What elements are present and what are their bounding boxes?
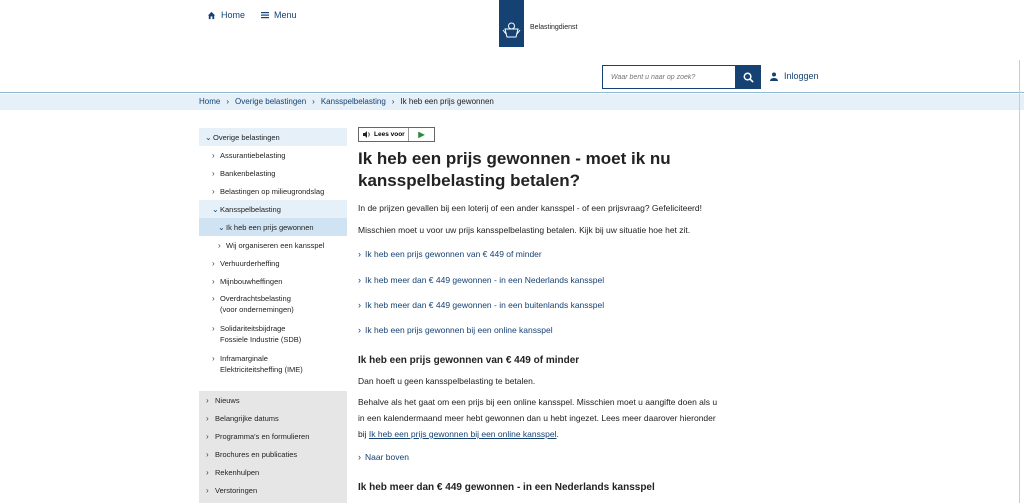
login-label: Inloggen [784, 71, 819, 81]
breadcrumb-home[interactable]: Home [199, 97, 221, 106]
lees-voor-label-wrap [359, 128, 409, 141]
nav-menu[interactable] [261, 10, 297, 20]
sidebar-item-label: Ik heb een prijs gewonnen [226, 222, 314, 232]
chevron-right-icon: › [358, 249, 361, 259]
sidebar-item-label: Belangrijke datums [215, 413, 279, 423]
sidebar-item-rekenhulpen[interactable] [199, 463, 347, 481]
intro-paragraph-1: In de prijzen gevallen bij een loterij of een ander kansspel - of een prijsvraag? Gefeliciteerd! [358, 203, 702, 213]
nav-menu-label: Menu [274, 10, 297, 20]
chevron-right-icon: › [212, 276, 215, 286]
sidebar-item-kansspel[interactable] [199, 200, 347, 218]
login-link[interactable] [770, 71, 819, 81]
sidebar-item-label: Mijnbouwheffingen [220, 276, 283, 286]
chevron-right-icon: › [358, 300, 361, 310]
user-icon [770, 72, 778, 81]
sidebar-item-prijs-gewonnen[interactable] [199, 218, 347, 236]
sidebar-item-label: Belastingen op milieugrondslag [220, 186, 325, 196]
page-title: Ik heb een prijs gewonnen - moet ik nu kansspelbelasting betalen? [358, 149, 671, 190]
lees-voor-label: Lees voor [374, 131, 405, 138]
sidebar-item-label: Verhuurderheffing [220, 258, 280, 268]
chevron-right-icon: › [206, 431, 209, 441]
section1-paragraph-2: Behalve als het gaat om een prijs bij een online kansspel. Misschien moet u aangifte doen als u in een kalendermaand meer hebt gewonnen dan u hebt ingezet. Lees meer daarover hieronder bij Ik heb een prijs gewonnen bij een online kansspel. [358, 397, 718, 439]
breadcrumb-overige[interactable]: Overige belastingen [235, 97, 307, 106]
sidebar-item-nieuws[interactable] [199, 391, 347, 409]
breadcrumb [199, 97, 494, 106]
sidebar-item-label: Overige belastingen [213, 132, 280, 142]
sidebar-item-datums[interactable] [199, 409, 347, 427]
scrollbar[interactable] [1019, 60, 1020, 503]
sidebar-item-brochures[interactable] [199, 445, 347, 463]
sidebar-item-label: Brochures en publicaties [215, 449, 298, 459]
chevron-right-icon: › [218, 240, 221, 250]
chevron-down-icon: ⌄ [205, 132, 212, 142]
anchor-link-label: Ik heb meer dan € 449 gewonnen - in een Nederlands kansspel [365, 275, 605, 285]
chevron-down-icon: ⌄ [218, 222, 225, 232]
sidebar-item-label: Solidariteitsbijdrage Fossiele Industrie (SDB) [220, 324, 302, 344]
chevron-down-icon: ⌄ [212, 204, 219, 214]
breadcrumb-kansspel[interactable]: Kansspelbelasting [320, 97, 386, 106]
sidebar-item-verhuurder[interactable] [199, 254, 347, 272]
chevron-right-icon: › [206, 449, 209, 459]
anchor-link-label: Ik heb een prijs gewonnen van € 449 of minder [365, 249, 542, 259]
chevron-right-icon: › [206, 485, 209, 495]
breadcrumb-separator-icon: › [226, 97, 230, 106]
chevron-right-icon: › [212, 150, 215, 160]
search-input[interactable] [603, 67, 735, 89]
naar-boven-label: Naar boven [365, 452, 409, 462]
sidebar-item-label: Nieuws [215, 395, 240, 405]
chevron-right-icon: › [358, 275, 361, 285]
sidebar-item-overdracht[interactable] [199, 290, 347, 320]
chevron-right-icon: › [212, 324, 215, 333]
anchor-link-online[interactable] [358, 325, 553, 335]
breadcrumb-current: Ik heb een prijs gewonnen [400, 97, 494, 106]
anchor-link-label: Ik heb meer dan € 449 gewonnen - in een buitenlands kansspel [365, 300, 605, 310]
chevron-right-icon: › [212, 186, 215, 196]
nav-home-label: Home [221, 10, 246, 20]
sidebar-item-label: Rekenhulpen [215, 467, 260, 477]
lees-voor-button[interactable] [358, 127, 435, 142]
speaker-icon [363, 131, 371, 138]
nav-home[interactable] [207, 10, 245, 20]
main-nav [0, 60, 1024, 93]
sidebar-item-assurantie[interactable] [199, 146, 347, 164]
hamburger-icon [261, 11, 269, 19]
sidebar-item-organiseren[interactable] [199, 236, 347, 254]
header [0, 0, 1024, 60]
breadcrumb-bar [0, 94, 1024, 110]
anchor-link-nl-kansspel[interactable] [358, 275, 604, 285]
sidebar-item-ime[interactable] [199, 350, 347, 380]
home-icon [207, 11, 216, 20]
play-icon[interactable]: ▶ [418, 130, 425, 139]
chevron-right-icon: › [206, 395, 209, 405]
logo-text: Belastingdienst [530, 24, 578, 31]
breadcrumb-separator-icon: › [312, 97, 315, 106]
sidebar-secondary [199, 391, 347, 503]
anchor-link-label: Ik heb een prijs gewonnen bij een online kansspel [365, 325, 553, 335]
sidebar-item-label: Inframarginale Elektriciteitsheffing (IME) [220, 354, 303, 374]
chevron-right-icon: › [358, 452, 361, 462]
rijksoverheid-logo [499, 0, 524, 47]
sidebar-item-overige[interactable] [199, 128, 347, 146]
sidebar-item-label: Bankenbelasting [220, 168, 276, 178]
breadcrumb-separator-icon: › [391, 97, 395, 106]
anchor-link-449-or-less[interactable] [358, 249, 542, 259]
sidebar-item-label: Verstoringen [215, 485, 258, 495]
section1-paragraph-1: Dan hoeft u geen kansspelbelasting te betalen. [358, 376, 536, 386]
anchor-link-buitenlands[interactable] [358, 300, 604, 310]
intro-paragraph-2: Misschien moet u voor uw prijs kansspelbelasting betalen. Kijk bij uw situatie hoe het zit. [358, 225, 691, 235]
sidebar-item-label: Overdrachtsbelasting (voor ondernemingen) [220, 294, 294, 314]
sidebar-item-label: Assurantiebelasting [220, 150, 286, 160]
chevron-right-icon: › [212, 294, 215, 303]
chevron-right-icon: › [212, 258, 215, 268]
section-title-nl-kansspel: Ik heb meer dan € 449 gewonnen - in een Nederlands kansspel [358, 482, 655, 493]
chevron-right-icon: › [212, 168, 215, 178]
chevron-right-icon: › [206, 413, 209, 423]
search-field[interactable] [602, 65, 736, 89]
chevron-right-icon: › [212, 354, 215, 363]
sidebar-item-label: Programma's en formulieren [215, 431, 310, 441]
search-button[interactable] [736, 65, 761, 89]
sidebar-item-label: Wij organiseren een kansspel [226, 240, 325, 250]
sidebar-item-milieu[interactable] [199, 182, 347, 200]
chevron-right-icon: › [358, 325, 361, 335]
section-title-449: Ik heb een prijs gewonnen van € 449 of minder [358, 355, 580, 366]
chevron-right-icon: › [206, 467, 209, 477]
search-icon [743, 72, 754, 83]
sidebar-item-label: Kansspelbelasting [220, 204, 281, 214]
sidebar-item-sdb[interactable] [199, 320, 347, 350]
sidebar-item-mijnbouw[interactable] [199, 272, 347, 290]
sidebar-item-programmas[interactable] [199, 427, 347, 445]
online-kansspel-link[interactable]: Ik heb een prijs gewonnen bij een online kansspel [368, 429, 557, 439]
sidebar-item-verstoringen[interactable] [199, 481, 347, 499]
sidebar-item-banken[interactable] [199, 164, 347, 182]
sidebar-nav [199, 128, 347, 380]
naar-boven-link[interactable] [358, 452, 409, 462]
